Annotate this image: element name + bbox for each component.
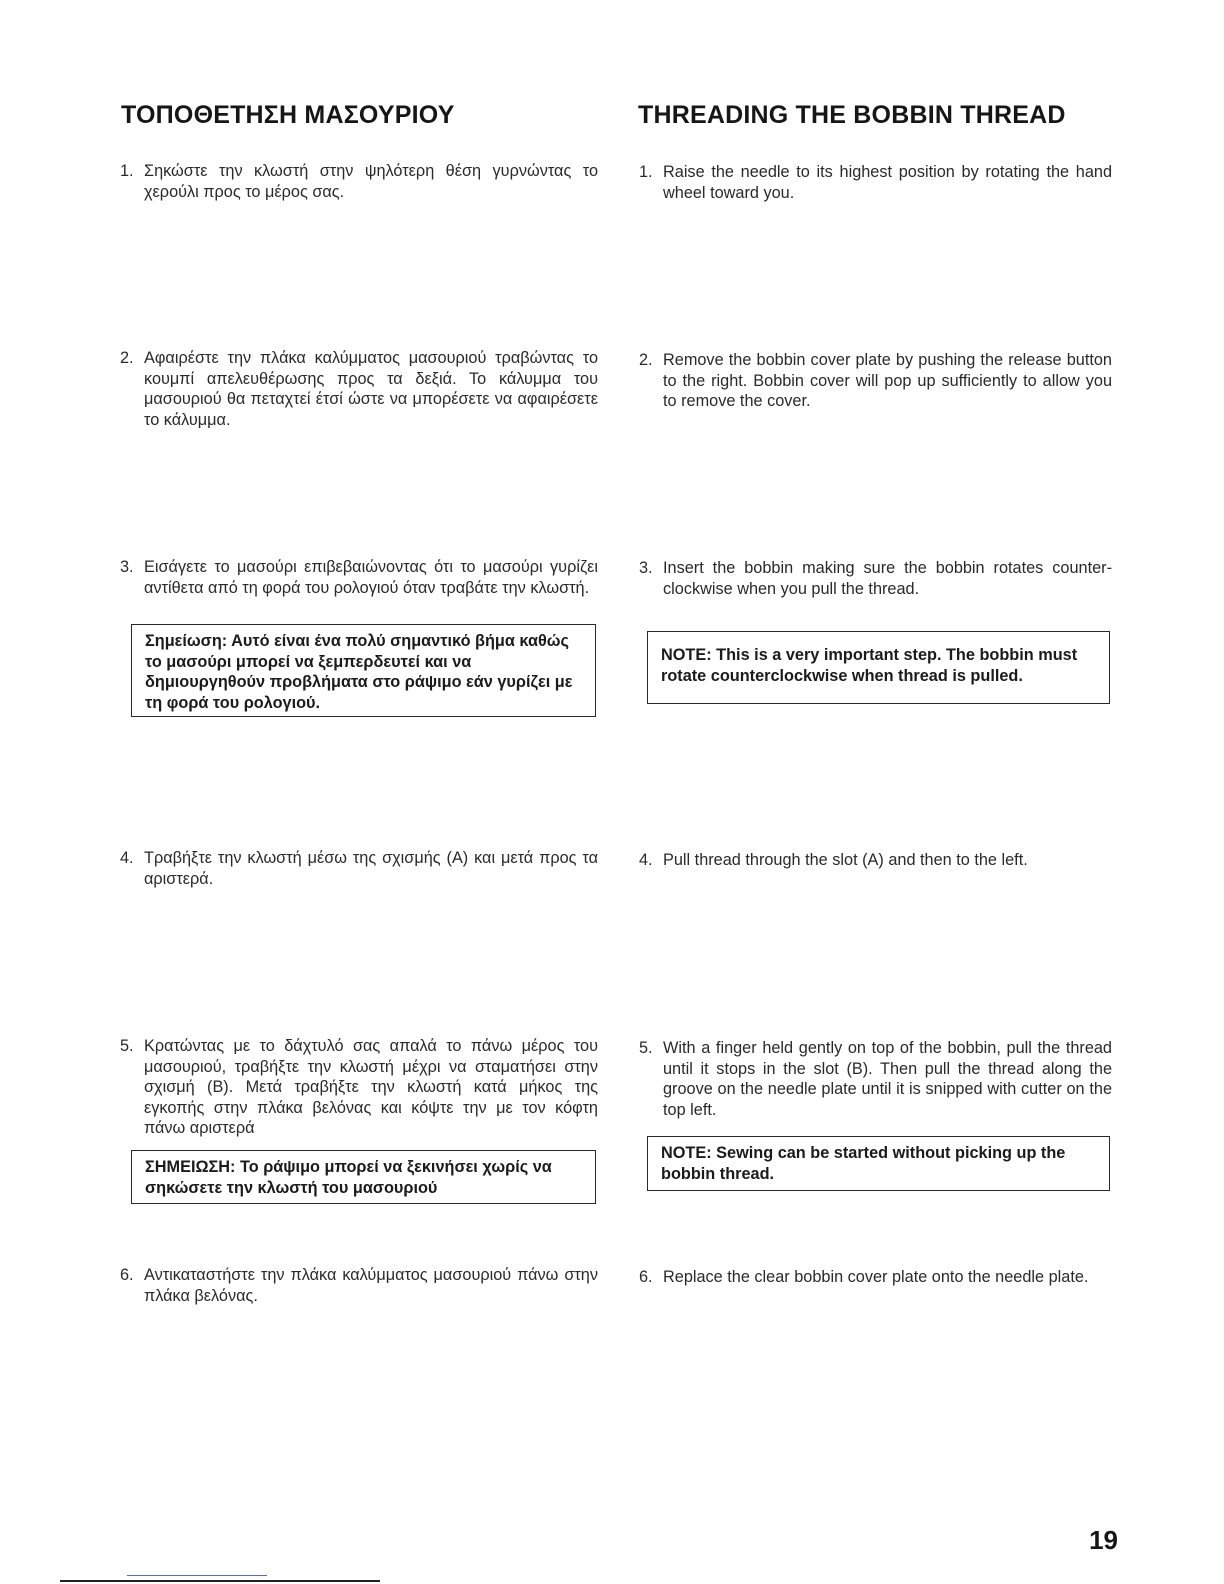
step-number: 3. bbox=[639, 559, 653, 577]
step-3-english bbox=[639, 558, 1112, 599]
step-text: With a finger held gently on top of the bobbin, pull the thread until it stops in the slot (B). Then pull the thread along the groove on the needle plate until it is snipped with cutter on the top left. bbox=[663, 1039, 1112, 1119]
step-text: Τραβήξτε την κλωστή μέσω της σχισμής (Α) και μετά προς τα αριστερά. bbox=[144, 849, 598, 888]
step-text: Raise the needle to its highest position by rotating the hand wheel toward you. bbox=[663, 163, 1112, 202]
note-box-english-step-3: NOTE: This is a very important step. The bobbin must rotate counterclockwise when thread is pulled. bbox=[647, 631, 1110, 704]
step-2-greek bbox=[120, 348, 598, 430]
step-number: 5. bbox=[639, 1039, 653, 1057]
step-number: 6. bbox=[639, 1268, 653, 1286]
footer-rule bbox=[60, 1580, 380, 1582]
step-text: Κρατώντας με το δάχτυλό σας απαλά το πάνω μέρος του μασουριού, τραβήξτε την κλωστή μέχρι να σταματήσει στην σχισμή (Β). Μετά τραβήξτε την κλωστή κατά μήκος της εγκοπής στην πλάκα βελόνας και κόψτε την με τον κόφτη πάνω αριστερά bbox=[144, 1037, 598, 1137]
step-number: 6. bbox=[120, 1266, 134, 1284]
step-4-greek bbox=[120, 848, 598, 889]
step-number: 2. bbox=[639, 351, 653, 369]
page-number: 19 bbox=[1089, 1525, 1118, 1555]
step-3-greek bbox=[120, 557, 598, 598]
step-number: 1. bbox=[639, 163, 653, 181]
step-text: Remove the bobbin cover plate by pushing the release button to the right. Bobbin cover will pop up sufficiently to allow you to remove the cover. bbox=[663, 351, 1112, 410]
step-text: Εισάγετε το μασούρι επιβεβαιώνοντας ότι το μασούρι γυρίζει αντίθετα από τη φορά του ρολογιού όταν τραβάτε την κλωστή. bbox=[144, 558, 598, 597]
step-4-english bbox=[639, 850, 1112, 871]
step-1-english bbox=[639, 162, 1112, 203]
step-number: 2. bbox=[120, 349, 134, 367]
step-number: 1. bbox=[120, 162, 134, 180]
step-1-greek bbox=[120, 161, 598, 202]
footer-rule-blue bbox=[127, 1575, 267, 1576]
step-text: Insert the bobbin making sure the bobbin rotates counter-clockwise when you pull the thread. bbox=[663, 559, 1112, 598]
note-box-english-step-5: NOTE: Sewing can be started without picking up the bobbin thread. bbox=[647, 1136, 1110, 1191]
note-box-greek-step-5: ΣΗΜΕΙΩΣΗ: Το ράψιμο μπορεί να ξεκινήσει χωρίς να σηκώσετε την κλωστή του μασουριού bbox=[131, 1150, 596, 1204]
step-number: 4. bbox=[120, 849, 134, 867]
step-6-english bbox=[639, 1267, 1112, 1288]
note-box-greek-step-3: Σημείωση: Αυτό είναι ένα πολύ σημαντικό βήμα καθώς το μασούρι μπορεί να ξεμπερδευτεί και να δημιουργηθούν προβλήματα στο ράψιμο εάν γυρίζει με τη φορά του ρολογιού. bbox=[131, 624, 596, 717]
step-2-english bbox=[639, 350, 1112, 412]
step-text: Σηκώστε την κλωστή στην ψηλότερη θέση γυρνώντας το χερούλι προς το μέρος σας. bbox=[144, 162, 598, 201]
page-title-english: THREADING THE BOBBIN THREAD bbox=[638, 101, 1066, 129]
step-text: Αφαιρέστε την πλάκα καλύμματος μασουριού τραβώντας το κουμπί απελευθέρωσης προς τα δεξιά. Το κάλυμμα του μασουριού θα πεταχτεί έτσί ώστε να μπορέσετε να αφαιρέσετε το κάλυμμα. bbox=[144, 349, 598, 429]
step-number: 4. bbox=[639, 851, 653, 869]
step-number: 5. bbox=[120, 1037, 134, 1055]
step-number: 3. bbox=[120, 558, 134, 576]
step-6-greek bbox=[120, 1265, 598, 1306]
step-5-greek bbox=[120, 1036, 598, 1139]
page-title-greek: ΤΟΠΟΘΕΤΗΣΗ ΜΑΣΟΥΡΙΟΥ bbox=[121, 101, 455, 129]
step-text: Pull thread through the slot (A) and then to the left. bbox=[663, 851, 1028, 869]
step-5-english bbox=[639, 1038, 1112, 1120]
step-text: Replace the clear bobbin cover plate onto the needle plate. bbox=[663, 1268, 1089, 1286]
step-text: Αντικαταστήστε την πλάκα καλύμματος μασουριού πάνω στην πλάκα βελόνας. bbox=[144, 1266, 598, 1305]
